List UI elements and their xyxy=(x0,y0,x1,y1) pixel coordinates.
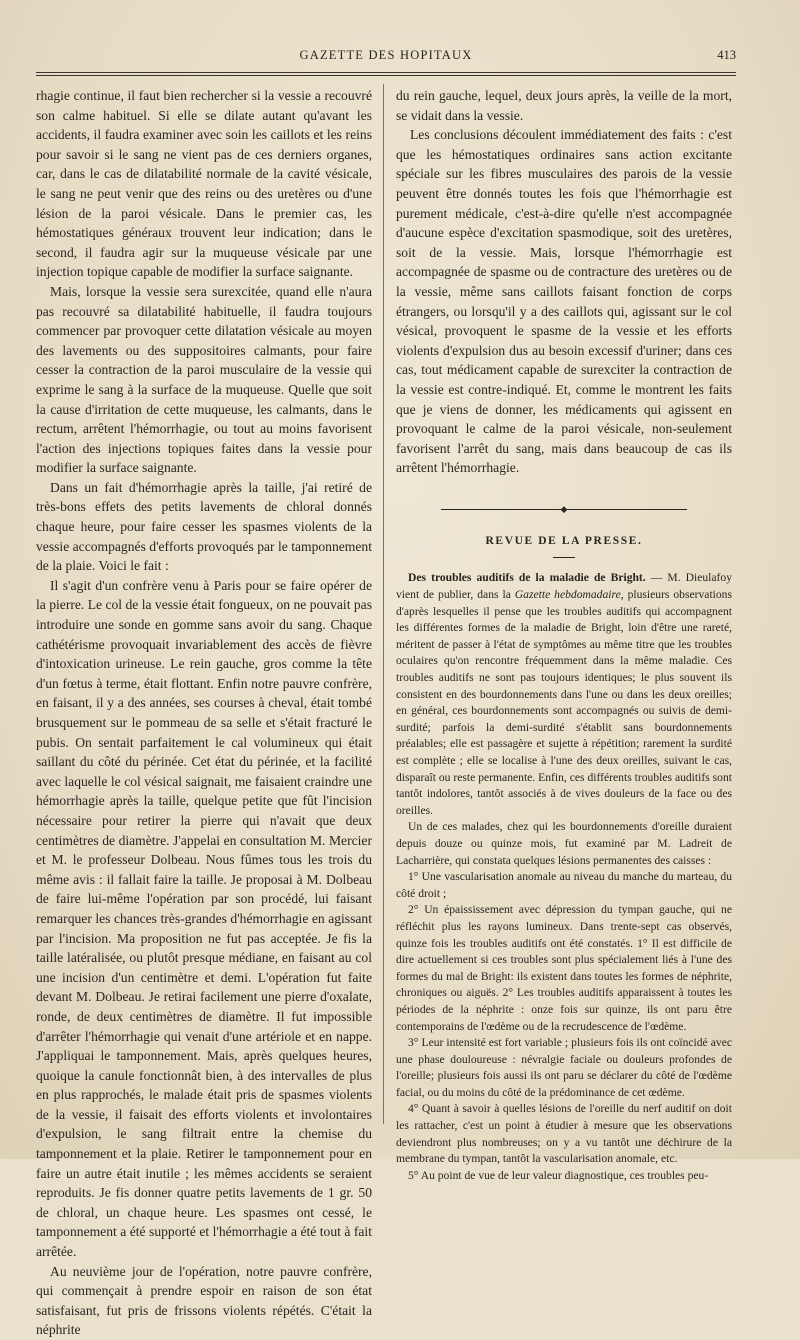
paragraph: Mais, lorsque la vessie sera surexcitée, quand elle n'aura pas recouvré sa dilatabilité habituelle, il faudra toujours commencer par provoquer cette dilatation vésicale au moyen des lavements ou des suppositoires calmants, pour faire cesser la contraction de la paroi musculaire de la vessie qui exprime le sang à la surface de la muqueuse. Quelle que soit la cause d'irritation de cette muqueuse, les calmants, dans le rectum, arrêtent l'hémorrhagie, ou tout au moins favorisent l'action des injections topiques faites dans la vessie pour modifier la surface saignante. xyxy=(36,283,372,476)
article-lead-rest: , plusieurs observations d'après lesquelles il pense que les troubles auditifs qui accompagnent les différentes formes de la maladie de Bright, loin d'être une rareté, méritent de passer à l'état de symptômes au même titre que les troubles oculaires qu'on rencontre fréquemment dans la même maladie. Ces troubles auditifs ne sont pas toujours identiques; le plus souvent ils consistent en des bourdonnements dans l'une ou dans les deux oreilles; en général, ces bourdonnements sont accompagnés ou suivis de demi-surdité; parfois la demi-surdité s'établit sans bourdonnements préalables; elle est passagère et sujette à répétition; rarement la surdité est complète ; elle se localise à l'une des deux oreilles, suivant le cas, disparaît ou reste permanente. Enfin, ces différents troubles auditifs sont tantôt indolores, tantôt associés à de vives douleurs de la face ou des oreilles. xyxy=(396,588,732,817)
list-item: 1° Une vascularisation anomale au niveau du manche du marteau, du côté droit ; xyxy=(396,870,732,900)
section-rule xyxy=(553,557,575,558)
journal-title: GAZETTE DES HOPITAUX xyxy=(299,48,473,62)
list-item: 2° Un épaississement avec dépression du tympan gauche, qui ne réfléchit plus les rayons lumineux. Dans trente-sept cas observés, quinze fois les troubles auditifs ont été constatés. 1° Il est difficile de dire actuellement si ces troubles sont plus spécialement liés à l'une des formes du mal de Bright: ils existent dans toutes les formes de néphrite, chroniques ou aiguës. 2° Les troubles auditifs apparaissent à toutes les périodes de la néphrite : onze fois sur quinze, ils ont paru être contemporains de l'œdème ou de la recrudescence de l'œdème. xyxy=(396,903,732,1033)
article-heading: Des troubles auditifs de la maladie de Bright. xyxy=(408,571,646,585)
paragraph: Les conclusions découlent immédiatement des faits : c'est que les hémostatiques ordinaires sans action excitante spéciale sur les fibres musculaires des parois de la vessie peuvent être donnés toutes les fois que l'hémorrhagie est purement médicale, c'est-à-dire qu'elle n'est accompagnée d'aucune espèce d'excitation spasmodique, soit des uretères, soit de la vessie. Mais, lorsque l'hémorrhagie est accompagnée de spasme ou de contracture des uretères ou de la vessie, même sans caillots faisant fonction de corps étrangers, ou lorsqu'il y a des caillots qui, agissant sur le col vésical, provoquent le spasme de la vessie et les efforts violents d'expulsion dus au besoin excessif d'uriner; dans ces cas, tout médicament capable de surexciter la contraction de la vessie est contre-indiqué. Et, comme le montrent les faits que je viens de donner, les médicaments qui agissent en provoquant le calme de la paroi vésicale, non-seulement favorisent l'arrêt du sang, mais dans beaucoup de cas ils arrêtent l'hémorrhagie. xyxy=(396,127,732,476)
header-rule-top xyxy=(36,72,736,73)
header-rule-bottom xyxy=(36,75,736,76)
list-item: 3° Leur intensité est fort variable ; plusieurs fois ils ont coïncidé avec une phase douloureuse : névralgie faciale ou douleurs profondes de l'oreille; plusieurs fois aussi ils ont paru se déclarer du côté de l'œdème facial, ou du moins du côté de la prédominance de cet œdème. xyxy=(396,1036,732,1099)
running-header xyxy=(36,48,736,68)
journal-name: Gazette hebdomadaire xyxy=(514,588,621,602)
paragraph: Au neuvième jour de l'opération, notre pauvre confrère, qui commençait à prendre espoir en raison de son état satisfaisant, fut pris de frissons violents répétés. C'était la néphrite xyxy=(36,1263,372,1338)
divider-diamond-icon: ◆ xyxy=(560,503,568,514)
paragraph: Un de ces malades, chez qui les bourdonnements d'oreille duraient depuis douze ou quinze mois, fut examiné par M. Ladreit de Lacharrière, qui constata quelques lésions permanentes des caisses : xyxy=(396,820,732,867)
ornamental-divider xyxy=(396,504,732,514)
section-title: REVUE DE LA PRESSE. xyxy=(485,534,643,547)
paragraph: Il s'agit d'un confrère venu à Paris pour se faire opérer de la pierre. Le col de la vessie était fongueux, on ne pouvait pas introduire une sonde en gomme sans avoir du sang. Chaque cathétérisme provoquait invariablement des accès de fièvre d'intoxication urineuse. Le rein gauche, gros comme la tête d'un fœtus à terme, était flottant. Enfin notre pauvre confrère, en faisant, il y a des années, ses courses à cheval, était tombé brusquement sur le pommeau de sa selle et s'était fracturé le pubis. On sentait parfaitement le cal volumineux qui était saillant du côté du périnée. Cet état du périnée, et la facilité avec laquelle le col vésical saignait, me faisaient craindre une hémorrhagie après la taille, quelque petite que fût l'incision nécessaire pour retirer la pierre qui n'avait que deux centimètres de diamètre. J'appelai en consultation M. Mercier et M. le professeur Dolbeau. Nous fûmes tous les trois du même avis : il fallait faire la taille. Je proposai à M. Dolbeau de faire lui-même l'opération par son procédé, lui faisant remarquer les chances très-grandes d'hémorrhagie en agissant par l'incision. Ma proposition ne fut pas acceptée. Je fis la taille latéralisée, ou plutôt presque médiane, en faisant au col une incision d'un centimètre et demi. L'opération fut faite devant M. Dolbeau. Je retirai facilement une pierre d'oxalate, ronde, de deux centimètres de diamètre. Il fut impossible d'arrêter l'hémorrhagie qui venait d'une artériole et en nappe. J'appliquai le tamponnement. Mais, après quelques heures, quoique la canule fonctionnât bien, à des intervalles de plus en plus rapprochés, le malade était pris de spasmes violents de la vessie, il faisait des efforts violents et involontaires d'expulsion, le sang filtrait entre la chemise du tamponnement et la plaie. Retirer le tamponnement pour en faire un autre était inutile ; les mêmes accidents se seraient reproduits. Je fis donner quatre petits lavements de 1 gr. 50 de chloral, un chaque heure. Les spasmes ont cessé, le tamponnement a été supporté et l'hémorrhagie a été tout à fait arrêtée. xyxy=(36,577,372,1260)
right-column xyxy=(396,86,732,1184)
page-number: 413 xyxy=(717,48,736,62)
list-item: 5° Au point de vue de leur valeur diagnostique, ces troubles peu- xyxy=(408,1168,709,1182)
paragraph: du rein gauche, lequel, deux jours après, la veille de la mort, se vidait dans la vessie. xyxy=(396,88,732,123)
left-column xyxy=(36,86,372,1340)
list-item: 4° Quant à savoir à quelles lésions de l'oreille du nerf auditif on doit les rattacher, c'est un point à étudier à mesure que les observations deviendront plus nombreuses; on y a vu tantôt une déchirure de la membrane du tympan, tantôt la vascularisation anomale, etc. xyxy=(396,1102,732,1166)
press-review-article xyxy=(396,570,732,1184)
paragraph: rhagie continue, il faut bien rechercher si la vessie a recouvré son calme habituel. Si elle se dilate autant qu'avant les accidents, il faudra examiner avec soin les caillots et les reins pour savoir si le sang ne vient pas de ces derniers organes, car, dans le cas de dilatabilité normale de la cavité vésicale, le sang ne peut venir que des reins ou des uretères ou d'une lésion de la paroi vésicale. Dans le premier cas, les hémostatiques généraux trouvent leur indication; dans le second, il faudra agir sur la muqueuse vésicale par une injection topique capable de modifier la surface saignante. xyxy=(36,88,372,280)
paragraph: Dans un fait d'hémorrhagie après la taille, j'ai retiré de très-bons effets des petits lavements de chloral donnés chaque heure, pour faire cesser les spasmes violents de la vessie accompagnés d'efforts provoqués par le tamponnement de la plaie. Voici le fait : xyxy=(36,479,372,574)
column-separator xyxy=(383,84,384,1124)
article-lead: — M. Dieulafoy vient de publier, dans la xyxy=(396,571,733,602)
article-lead-paragraph xyxy=(396,570,732,819)
